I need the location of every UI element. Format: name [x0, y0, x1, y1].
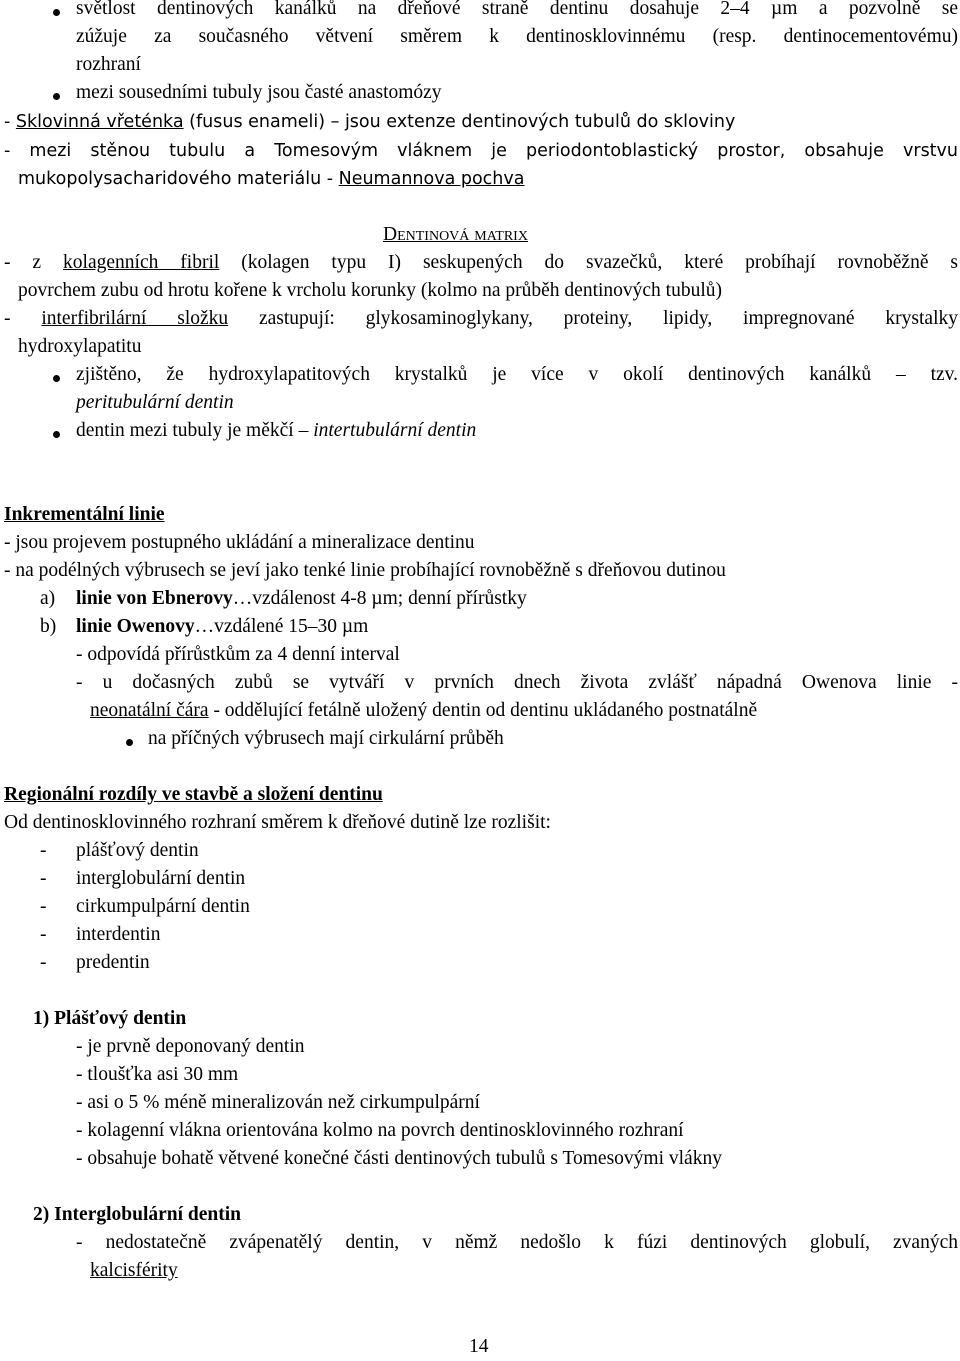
bullet — [126, 739, 133, 746]
paragraph-line: - jsou projevem postupného ukládání a mineralizace dentinu — [4, 532, 475, 553]
paragraph-line: - odpovídá přírůstkům za 4 denní interval — [76, 644, 400, 665]
list-marker: b) — [40, 616, 57, 637]
paragraph-line: - u dočasných zubů se vytváří v prvních dnech života zvlášť nápadná Owenova linie - — [76, 672, 958, 693]
list-item: interglobulární dentin — [76, 868, 246, 889]
bullet — [53, 431, 60, 438]
list-item: linie von Ebnerovy…vzdálenost 4-8 µm; denní přírůstky — [76, 588, 527, 609]
subsection-heading: 1) Plášťový dentin — [33, 1008, 187, 1029]
paragraph-line: - Sklovinná vřeténka (fusus enameli) – jsou extenze dentinových tubulů do skloviny — [4, 112, 736, 132]
section-heading: Regionální rozdíly ve stavbě a složení dentinu — [4, 784, 383, 805]
term-link: kalcisférity — [90, 1260, 178, 1281]
term-link: kolagenních fibril — [63, 252, 220, 273]
paragraph-line: hydroxylapatitu — [18, 336, 142, 357]
list-item: - nedostatečně zvápenatělý dentin, v němž nedošlo k fúzi dentinových globulí, zvaných — [76, 1232, 958, 1253]
paragraph-line: - na podélných výbrusech se jeví jako tenké linie probíhající rovnoběžně s dřeňovou dutinou — [4, 560, 726, 581]
bullet-text: na příčných výbrusech mají cirkulární průběh — [148, 728, 504, 749]
term-link: neonatální čára — [90, 700, 209, 721]
bullet-text: zjištěno, že hydroxylapatitových krystalků je více v okolí dentinových kanálků – tzv. — [76, 364, 958, 385]
list-marker: - — [40, 868, 47, 889]
list-marker: - — [40, 896, 47, 917]
paragraph-line: mukopolysacharidového materiálu - Neumannova pochva — [18, 169, 525, 189]
term-link: interfibrilární složku — [41, 308, 229, 329]
bullet-text: peritubulární dentin — [76, 392, 234, 413]
list-item: linie Owenovy…vzdálené 15–30 µm — [76, 616, 369, 637]
paragraph-line: - z kolagenních fibril (kolagen typu I) seskupených do svazečků, které probíhají rovnoběžně s — [4, 252, 959, 273]
bullet-text: rozhraní — [76, 54, 141, 75]
bullet — [53, 375, 60, 382]
list-marker: - — [40, 840, 47, 861]
subsection-heading: 2) Interglobulární dentin — [33, 1204, 242, 1225]
paragraph-line: povrchem zubu od hrotu kořene k vrcholu korunky (kolmo na průběh dentinových tubulů) — [18, 280, 723, 301]
paragraph-line: Od dentinosklovinného rozhraní směrem k dřeňové dutině lze rozlišit: — [4, 812, 551, 833]
bullet — [53, 9, 60, 16]
term-link: Sklovinná vřeténka — [15, 112, 184, 132]
bullet-text: světlost dentinových kanálků na dřeňové straně dentinu dosahuje 2–4 µm a pozvolně se — [76, 0, 958, 19]
list-item: - asi o 5 % méně mineralizován než cirkumpulpární — [76, 1092, 480, 1113]
paragraph-line: - mezi stěnou tubulu a Tomesovým vláknem je periodontoblastický prostor, obsahuje vrstvu — [4, 141, 958, 161]
list-marker: a) — [40, 588, 56, 609]
list-item: - tloušťka asi 30 mm — [76, 1064, 239, 1085]
list-item: predentin — [76, 952, 150, 973]
term-link: Neumannova pochva — [338, 169, 525, 189]
list-item: - obsahuje bohatě větvené konečné části dentinových tubulů s Tomesovými vlákny — [76, 1148, 722, 1169]
list-item: - kolagenní vlákna orientována kolmo na povrch dentinosklovinného rozhraní — [76, 1120, 684, 1141]
paragraph-line: - interfibrilární složku zastupují: glykosaminoglykany, proteiny, lipidy, impregnované krystalky — [4, 308, 958, 329]
section-heading: Dentinová matrix — [383, 224, 528, 245]
list-item: cirkumpulpární dentin — [76, 896, 250, 917]
section-heading: Inkrementální linie — [4, 504, 165, 525]
bullet-text: zúžuje za současného větvení směrem k dentinosklovinnému (resp. dentinocementovému) — [76, 26, 958, 47]
page-number: 14 — [469, 1336, 489, 1357]
bullet — [53, 93, 60, 100]
list-marker: - — [40, 924, 47, 945]
list-item: - je prvně deponovaný dentin — [76, 1036, 305, 1057]
list-marker: - — [40, 952, 47, 973]
bullet-text: dentin mezi tubuly je měkčí – intertubulární dentin — [76, 420, 477, 441]
bullet-text: mezi sousedními tubuly jsou časté anastomózy — [76, 82, 442, 103]
paragraph-line: neonatální čára - oddělující fetálně uložený dentin od dentinu ukládaného postnatálně — [90, 700, 758, 721]
list-item: interdentin — [76, 924, 161, 945]
list-item: plášťový dentin — [76, 840, 199, 861]
